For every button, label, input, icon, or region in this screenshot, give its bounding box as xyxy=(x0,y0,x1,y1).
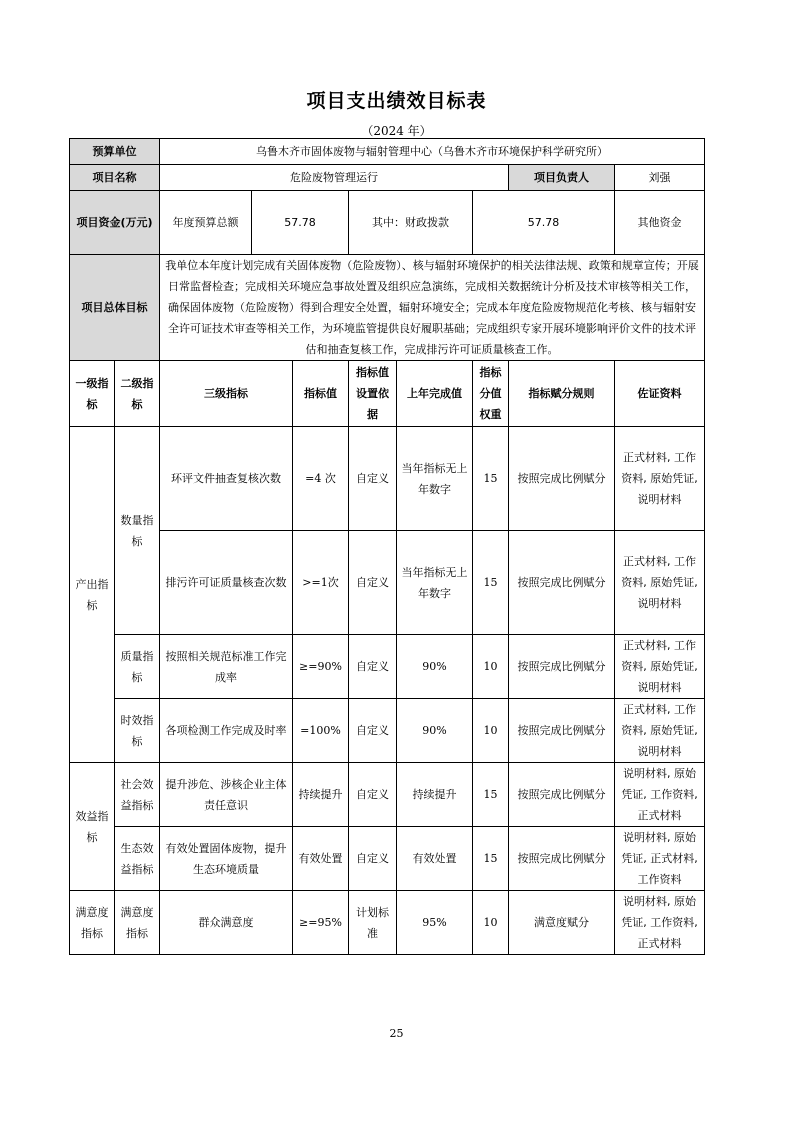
col-basis: 指标值设置依据 xyxy=(349,361,397,427)
weight-cell: 10 xyxy=(473,635,509,699)
rule-cell: 按照完成比例赋分 xyxy=(509,699,615,763)
rule-cell: 按照完成比例赋分 xyxy=(509,763,615,827)
indicator-cell: 有效处置固体废物，提升生态环境质量 xyxy=(160,827,293,891)
performance-table xyxy=(69,138,705,955)
value-cell: ≥=90% xyxy=(293,635,349,699)
col-level1: 一级指标 xyxy=(70,361,115,427)
weight-cell: 15 xyxy=(473,827,509,891)
annual-value: 57.78 xyxy=(252,191,349,255)
col-rule: 指标赋分规则 xyxy=(509,361,615,427)
indicator-cell: 群众满意度 xyxy=(160,891,293,955)
project-value: 危险废物管理运行 xyxy=(160,165,509,191)
fiscal-value: 57.78 xyxy=(473,191,615,255)
project-row xyxy=(70,165,705,191)
col-level2: 二级指标 xyxy=(115,361,160,427)
last-year-cell: 90% xyxy=(397,635,473,699)
basis-cell: 自定义 xyxy=(349,427,397,531)
weight-cell: 15 xyxy=(473,531,509,635)
weight-cell: 15 xyxy=(473,427,509,531)
table-row xyxy=(70,699,705,763)
group-social: 社会效益指标 xyxy=(115,763,160,827)
indicator-cell: 各项检测工作完成及时率 xyxy=(160,699,293,763)
table-row xyxy=(70,763,705,827)
year-label: （2024 年） xyxy=(361,124,432,138)
evidence-cell: 正式材料, 工作资料, 原始凭证, 说明材料 xyxy=(615,699,705,763)
fiscal-label: 其中：财政拨款 xyxy=(349,191,473,255)
leader-value: 刘强 xyxy=(615,165,705,191)
page-number: 25 xyxy=(389,1027,404,1040)
rule-cell: 满意度赋分 xyxy=(509,891,615,955)
last-year-cell: 当年指标无上年数字 xyxy=(397,531,473,635)
col-weight: 指标分值权重 xyxy=(473,361,509,427)
group-benefit: 效益指标 xyxy=(70,763,115,891)
group-output: 产出指标 xyxy=(70,427,115,763)
col-last-year: 上年完成值 xyxy=(397,361,473,427)
col-evidence: 佐证资料 xyxy=(615,361,705,427)
value-cell: ≥=95% xyxy=(293,891,349,955)
rule-cell: 按照完成比例赋分 xyxy=(509,827,615,891)
evidence-cell: 说明材料, 原始凭证, 正式材料, 工作资料 xyxy=(615,827,705,891)
last-year-cell: 95% xyxy=(397,891,473,955)
fund-row xyxy=(70,191,705,255)
group-ecology: 生态效益指标 xyxy=(115,827,160,891)
evidence-cell: 正式材料, 工作资料, 原始凭证, 说明材料 xyxy=(615,531,705,635)
unit-label: 预算单位 xyxy=(70,139,160,165)
indicator-cell: 排污许可证质量核查次数 xyxy=(160,531,293,635)
group-timeliness: 时效指标 xyxy=(115,699,160,763)
other-label: 其他资金 xyxy=(615,191,705,255)
evidence-cell: 正式材料, 工作资料, 原始凭证, 说明材料 xyxy=(615,635,705,699)
evidence-cell: 说明材料, 原始凭证, 工作资料, 正式材料 xyxy=(615,763,705,827)
table-row xyxy=(70,891,705,955)
basis-cell: 计划标准 xyxy=(349,891,397,955)
evidence-cell: 说明材料, 原始凭证, 工作资料, 正式材料 xyxy=(615,891,705,955)
fund-label: 项目资金(万元) xyxy=(70,191,160,255)
last-year-cell: 持续提升 xyxy=(397,763,473,827)
project-label: 项目名称 xyxy=(70,165,160,191)
rule-cell: 按照完成比例赋分 xyxy=(509,531,615,635)
weight-cell: 10 xyxy=(473,891,509,955)
basis-cell: 自定义 xyxy=(349,531,397,635)
last-year-cell: 当年指标无上年数字 xyxy=(397,427,473,531)
basis-cell: 自定义 xyxy=(349,699,397,763)
group-satisfaction-l1: 满意度指标 xyxy=(70,891,115,955)
table-row xyxy=(70,635,705,699)
group-satisfaction-l2: 满意度指标 xyxy=(115,891,160,955)
unit-row xyxy=(70,139,705,165)
value-cell: >=1次 xyxy=(293,531,349,635)
indicator-cell: 按照相关规范标准工作完成率 xyxy=(160,635,293,699)
table-row xyxy=(70,427,705,531)
value-cell: 有效处置 xyxy=(293,827,349,891)
table-row xyxy=(70,827,705,891)
value-cell: 持续提升 xyxy=(293,763,349,827)
weight-cell: 15 xyxy=(473,763,509,827)
unit-value: 乌鲁木齐市固体废物与辐射管理中心（乌鲁木齐市环境保护科学研究所） xyxy=(160,139,705,165)
col-value: 指标值 xyxy=(293,361,349,427)
leader-label: 项目负责人 xyxy=(509,165,615,191)
indicator-cell: 提升涉危、涉核企业主体责任意识 xyxy=(160,763,293,827)
last-year-cell: 有效处置 xyxy=(397,827,473,891)
last-year-cell: 90% xyxy=(397,699,473,763)
evidence-cell: 正式材料, 工作资料, 原始凭证, 说明材料 xyxy=(615,427,705,531)
page-title: 项目支出绩效目标表 xyxy=(306,90,487,112)
rule-cell: 按照完成比例赋分 xyxy=(509,635,615,699)
goal-text: 我单位本年度计划完成有关固体废物（危险废物）、核与辐射环境保护的相关法律法规、政策和规章宣传；开展日常监督检查；完成相关环境应急事故处置及组织应急演练，完成相关数据统计分析及技术审核等相关工作，确保固体废物（危险废物）得到合理安全处置，辐射环境安全；完成本年度危险废物规范化考核、核与辐射安全许可证技术审查等相关工作，为环境监管提供良好履职基础；完成组织专家开展环境影响评价文件的技术评估和抽查复核工作，完成排污许可证质量核查工作。 xyxy=(160,255,705,361)
col-level3: 三级指标 xyxy=(160,361,293,427)
group-quality: 质量指标 xyxy=(115,635,160,699)
indicator-cell: 环评文件抽查复核次数 xyxy=(160,427,293,531)
basis-cell: 自定义 xyxy=(349,827,397,891)
basis-cell: 自定义 xyxy=(349,635,397,699)
goal-row xyxy=(70,255,705,361)
group-quantity: 数量指标 xyxy=(115,427,160,635)
column-header-row xyxy=(70,361,705,427)
annual-label: 年度预算总额 xyxy=(160,191,252,255)
value-cell: =4 次 xyxy=(293,427,349,531)
weight-cell: 10 xyxy=(473,699,509,763)
goal-label: 项目总体目标 xyxy=(70,255,160,361)
value-cell: =100% xyxy=(293,699,349,763)
rule-cell: 按照完成比例赋分 xyxy=(509,427,615,531)
table-row xyxy=(70,531,705,635)
basis-cell: 自定义 xyxy=(349,763,397,827)
